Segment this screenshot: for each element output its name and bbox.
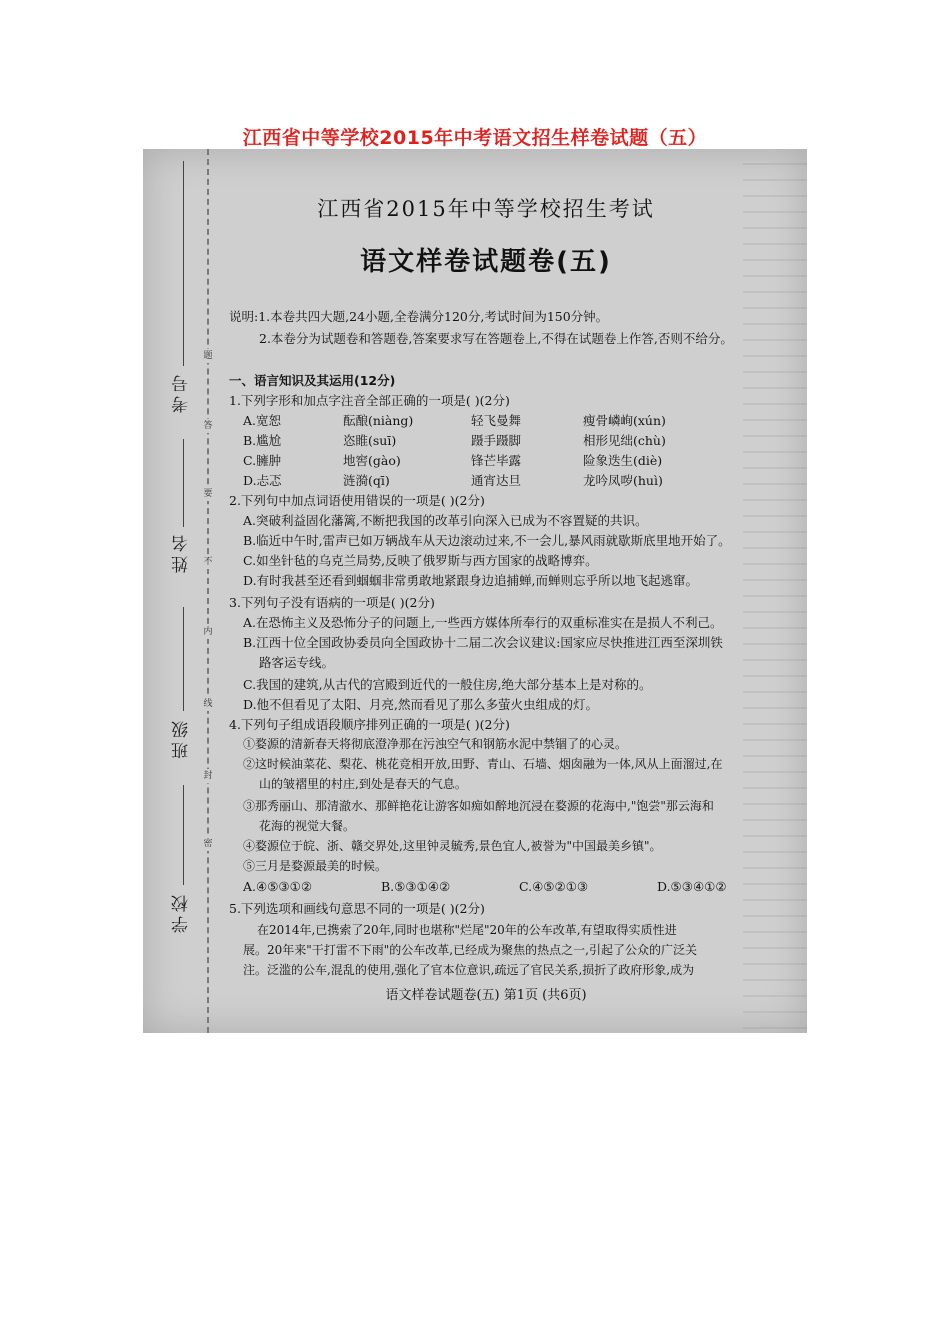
seal-char: 不 (201, 555, 215, 569)
question-4-sentence: ②这时候油菜花、梨花、桃花竞相开放,田野、青山、石墙、烟囱融为一体,风从上面溜过,在 (243, 757, 723, 771)
exam-number-blank[interactable] (183, 161, 184, 366)
question-5-passage-line: 展。20年来"干打雷不下雨"的公车改革,已经成为聚焦的热点之一,引起了公众的广泛关 (243, 943, 697, 957)
instruction-line: 说明:1.本卷共四大题,24小题,全卷满分120分,考试时间为150分钟。 (229, 309, 609, 324)
option-cell: 涟漪(qī) (343, 473, 390, 488)
question-3-option[interactable]: B.江西十位全国政协委员向全国政协十二届二次会议建议:国家应尽快推进江西至深圳铁 (243, 635, 723, 650)
field-label-name: 姓名 (172, 531, 192, 573)
name-blank[interactable] (183, 439, 184, 527)
option-cell: 地窖(gào) (343, 453, 401, 468)
seal-char: 题 (201, 349, 215, 363)
question-3-option-continued: 路客运专线。 (259, 655, 335, 670)
option-cell: 锋芒毕露 (471, 453, 522, 468)
option-cell: 险象迭生(diè) (583, 453, 663, 468)
option-cell: 通宵达旦 (471, 473, 522, 488)
question-4-sentence: ④婺源位于皖、浙、赣交界处,这里钟灵毓秀,景色宜人,被誉为"中国最美乡镇"。 (243, 839, 662, 853)
question-2-option[interactable]: A.突破利益固化藩篱,不断把我国的改革引向深入已成为不容置疑的共识。 (243, 513, 648, 528)
option-cell: D.忐忑 (243, 473, 282, 488)
option-cell: 恣睢(suī) (343, 433, 397, 448)
choice-option[interactable]: D.⑤③④①② (657, 879, 727, 894)
bleed-through-next-page (743, 149, 807, 1033)
question-4-sentence-continued: 山的皱褶里的村庄,到处是春天的气息。 (259, 777, 467, 791)
question-4-stem: 4.下列句子组成语段顺序排列正确的一项是( )(2分) (229, 717, 510, 732)
option-cell: A.宽恕 (243, 413, 282, 428)
question-3-option[interactable]: A.在恐怖主义及恐怖分子的问题上,一些西方媒体所奉行的双重标准实在是损人不利己。 (243, 615, 723, 630)
seal-char: 密 (201, 837, 215, 851)
exam-subtitle: 语文样卷试题卷(五) (360, 247, 612, 277)
question-1-stem: 1.下列字形和加点字注音全部正确的一项是( )(2分) (229, 393, 510, 408)
choice-option[interactable]: B.⑤③①④② (381, 879, 451, 894)
question-3-option[interactable]: C.我国的建筑,从古代的宫殿到近代的一般住房,绝大部分基本上是对称的。 (243, 677, 652, 692)
seal-dashed-line (207, 149, 209, 1033)
section-title: 一、语言知识及其运用(12分) (229, 373, 396, 388)
school-blank[interactable] (183, 785, 184, 885)
field-label-exam-number: 考号 (172, 371, 192, 413)
field-label-school: 学校 (172, 891, 192, 933)
document-title: 江西省中等学校2015年中考语文招生样卷试题（五） (242, 127, 708, 149)
question-2-option[interactable]: B.临近中午时,雷声已如万辆战车从天边滚动过来,不一会儿,暴风雨就歇斯底里地开始了。 (243, 533, 731, 548)
option-cell: 酝酿(niàng) (343, 413, 414, 428)
seal-char: 线 (201, 697, 215, 711)
option-cell: 相形见绌(chù) (583, 433, 666, 448)
choice-option[interactable]: C.④⑤②①③ (519, 879, 589, 894)
page-footer: 语文样卷试题卷(五) 第1页 (共6页) (385, 988, 587, 1003)
question-4-sentence: ①婺源的清新春天将彻底澄净那在污浊空气和钢筋水泥中禁锢了的心灵。 (243, 737, 628, 751)
option-cell: B.尴尬 (243, 433, 282, 448)
question-5-stem: 5.下列选项和画线句意思不同的一项是( )(2分) (229, 901, 485, 916)
option-cell: 轻飞曼舞 (471, 413, 522, 428)
option-cell: C.臃肿 (243, 453, 282, 468)
option-cell: 龙吟凤哕(huì) (583, 473, 663, 488)
question-2-option[interactable]: D.有时我甚至还看到蝈蝈非常勇敢地紧跟身边追捕蝉,而蝉则忘乎所以地飞起逃窜。 (243, 573, 699, 588)
seal-char: 答 (201, 419, 215, 433)
seal-char: 要 (201, 487, 215, 501)
question-4-sentence-continued: 花海的视觉大餐。 (259, 819, 356, 833)
question-5-passage-line: 注。泛滥的公车,混乱的使用,强化了官本位意识,疏远了官民关系,损折了政府形象,成为 (243, 963, 695, 977)
seal-char: 内 (201, 625, 215, 639)
question-4-sentence: ⑤三月是婺源最美的时候。 (243, 859, 388, 873)
field-label-class: 班级 (172, 717, 192, 759)
seal-char: 封 (201, 769, 215, 783)
scanned-exam-page (143, 149, 807, 1033)
question-5-passage-line: 在2014年,已携索了20年,同时也堪称"烂尾"20年的公车改革,有望取得实质性进 (257, 923, 677, 937)
question-2-option[interactable]: C.如坐针毡的乌克兰局势,反映了俄罗斯与西方国家的战略博弈。 (243, 553, 598, 568)
binding-margin (143, 149, 229, 1033)
option-cell: 蹑手蹑脚 (471, 433, 522, 448)
question-3-stem: 3.下列句子没有语病的一项是( )(2分) (229, 595, 435, 610)
choice-option[interactable]: A.④⑤③①② (243, 879, 313, 894)
question-2-stem: 2.下列句中加点词语使用错误的一项是( )(2分) (229, 493, 485, 508)
question-4-sentence: ③那秀丽山、那清澈水、那鲜艳花让游客如痴如醉地沉浸在婺源的花海中,"饱尝"那云海和 (243, 799, 714, 813)
exam-title: 江西省2015年中等学校招生考试 (317, 197, 655, 221)
question-3-option[interactable]: D.他不但看见了太阳、月亮,然而看见了那么多萤火虫组成的灯。 (243, 697, 599, 712)
class-blank[interactable] (183, 607, 184, 711)
option-cell: 瘦骨嶙峋(xún) (583, 413, 666, 428)
instruction-line: 2.本卷分为试题卷和答题卷,答案要求写在答题卷上,不得在试题卷上作答,否则不给分。 (259, 331, 733, 346)
